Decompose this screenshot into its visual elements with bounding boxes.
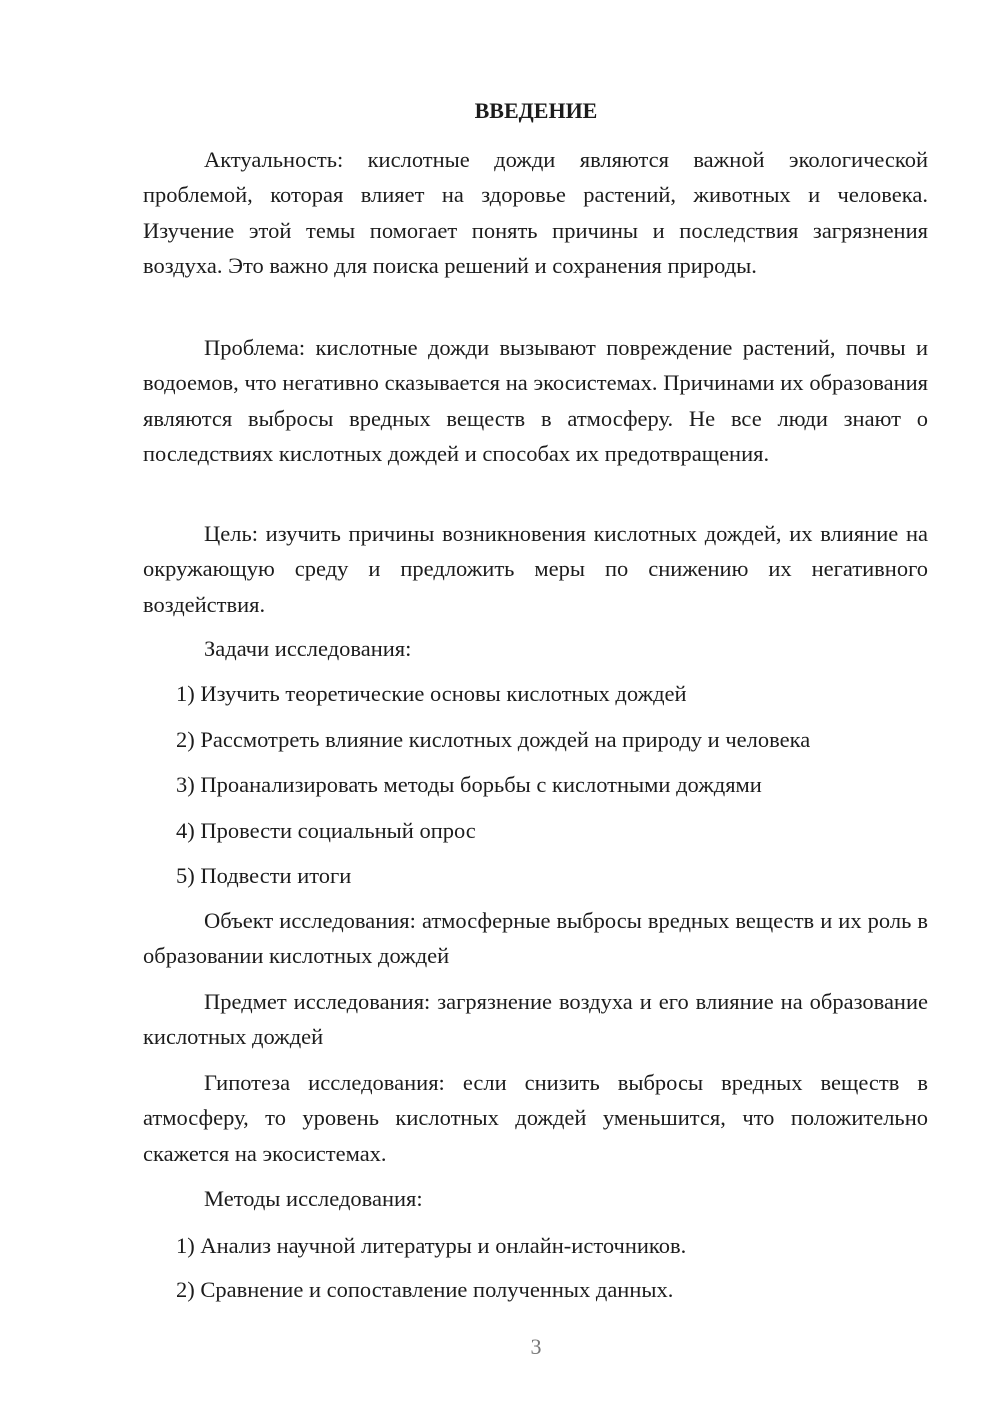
method-item-text: 1) Анализ научной литературы и онлайн-источников. xyxy=(176,1233,687,1258)
problem-section xyxy=(143,330,928,472)
subject-section xyxy=(143,984,928,1055)
method-item-text: 2) Сравнение и сопоставление полученных данных. xyxy=(176,1277,674,1302)
task-item-text: 5) Подвести итоги xyxy=(176,863,352,888)
tasks-label-text: Задачи исследования: xyxy=(204,636,412,661)
relevance-paragraph: Актуальность: кислотные дожди являются важной экологической проблемой, которая влияет на здоровье растений, животных и человека. Изучение этой темы помогает понять причины и последствия загрязнения воздуха. Это важно для поиска решений и сохранения природы. xyxy=(143,147,928,279)
task-item-1 xyxy=(143,676,928,711)
page-title: ВВЕДЕНИЕ xyxy=(474,98,598,123)
object-section xyxy=(143,903,928,974)
task-item-3 xyxy=(143,767,928,802)
task-item-4 xyxy=(143,813,928,848)
hypothesis-section xyxy=(143,1065,928,1171)
subject-paragraph: Предмет исследования: загрязнение воздуха и его влияние на образование кислотных дождей xyxy=(143,989,928,1050)
relevance-section xyxy=(143,142,928,284)
task-item-2 xyxy=(143,722,928,757)
object-paragraph: Объект исследования: атмосферные выбросы вредных веществ и их роль в образовании кислотных дождей xyxy=(143,908,928,969)
methods-label xyxy=(143,1181,928,1216)
task-item-5 xyxy=(143,858,928,893)
hypothesis-paragraph: Гипотеза исследования: если снизить выбросы вредных веществ в атмосферу, то уровень кислотных дождей уменьшится, что положительно скажется на экосистемах. xyxy=(143,1070,928,1166)
goal-paragraph: Цель: изучить причины возникновения кислотных дождей, их влияние на окружающую среду и предложить меры по снижению их негативного воздействия. xyxy=(143,521,928,617)
problem-paragraph: Проблема: кислотные дожди вызывают повреждение растений, почвы и водоемов, что негативно сказывается на экосистемах. Причинами их образования являются выбросы вредных веществ в атмосферу. Не все люди знают о последствиях кислотных дождей и способах их предотвращения. xyxy=(143,335,928,467)
task-item-text: 1) Изучить теоретические основы кислотных дождей xyxy=(176,681,687,706)
method-item-2 xyxy=(143,1272,928,1307)
goal-section xyxy=(143,516,928,622)
task-item-text: 2) Рассмотреть влияние кислотных дождей на природу и человека xyxy=(176,727,811,752)
task-item-text: 4) Провести социальный опрос xyxy=(176,818,476,843)
task-item-text: 3) Проанализировать методы борьбы с кислотными дождями xyxy=(176,772,762,797)
page-number: 3 xyxy=(530,1334,542,1359)
method-item-1 xyxy=(143,1228,928,1263)
methods-label-text: Методы исследования: xyxy=(204,1186,423,1211)
tasks-label xyxy=(143,631,928,666)
